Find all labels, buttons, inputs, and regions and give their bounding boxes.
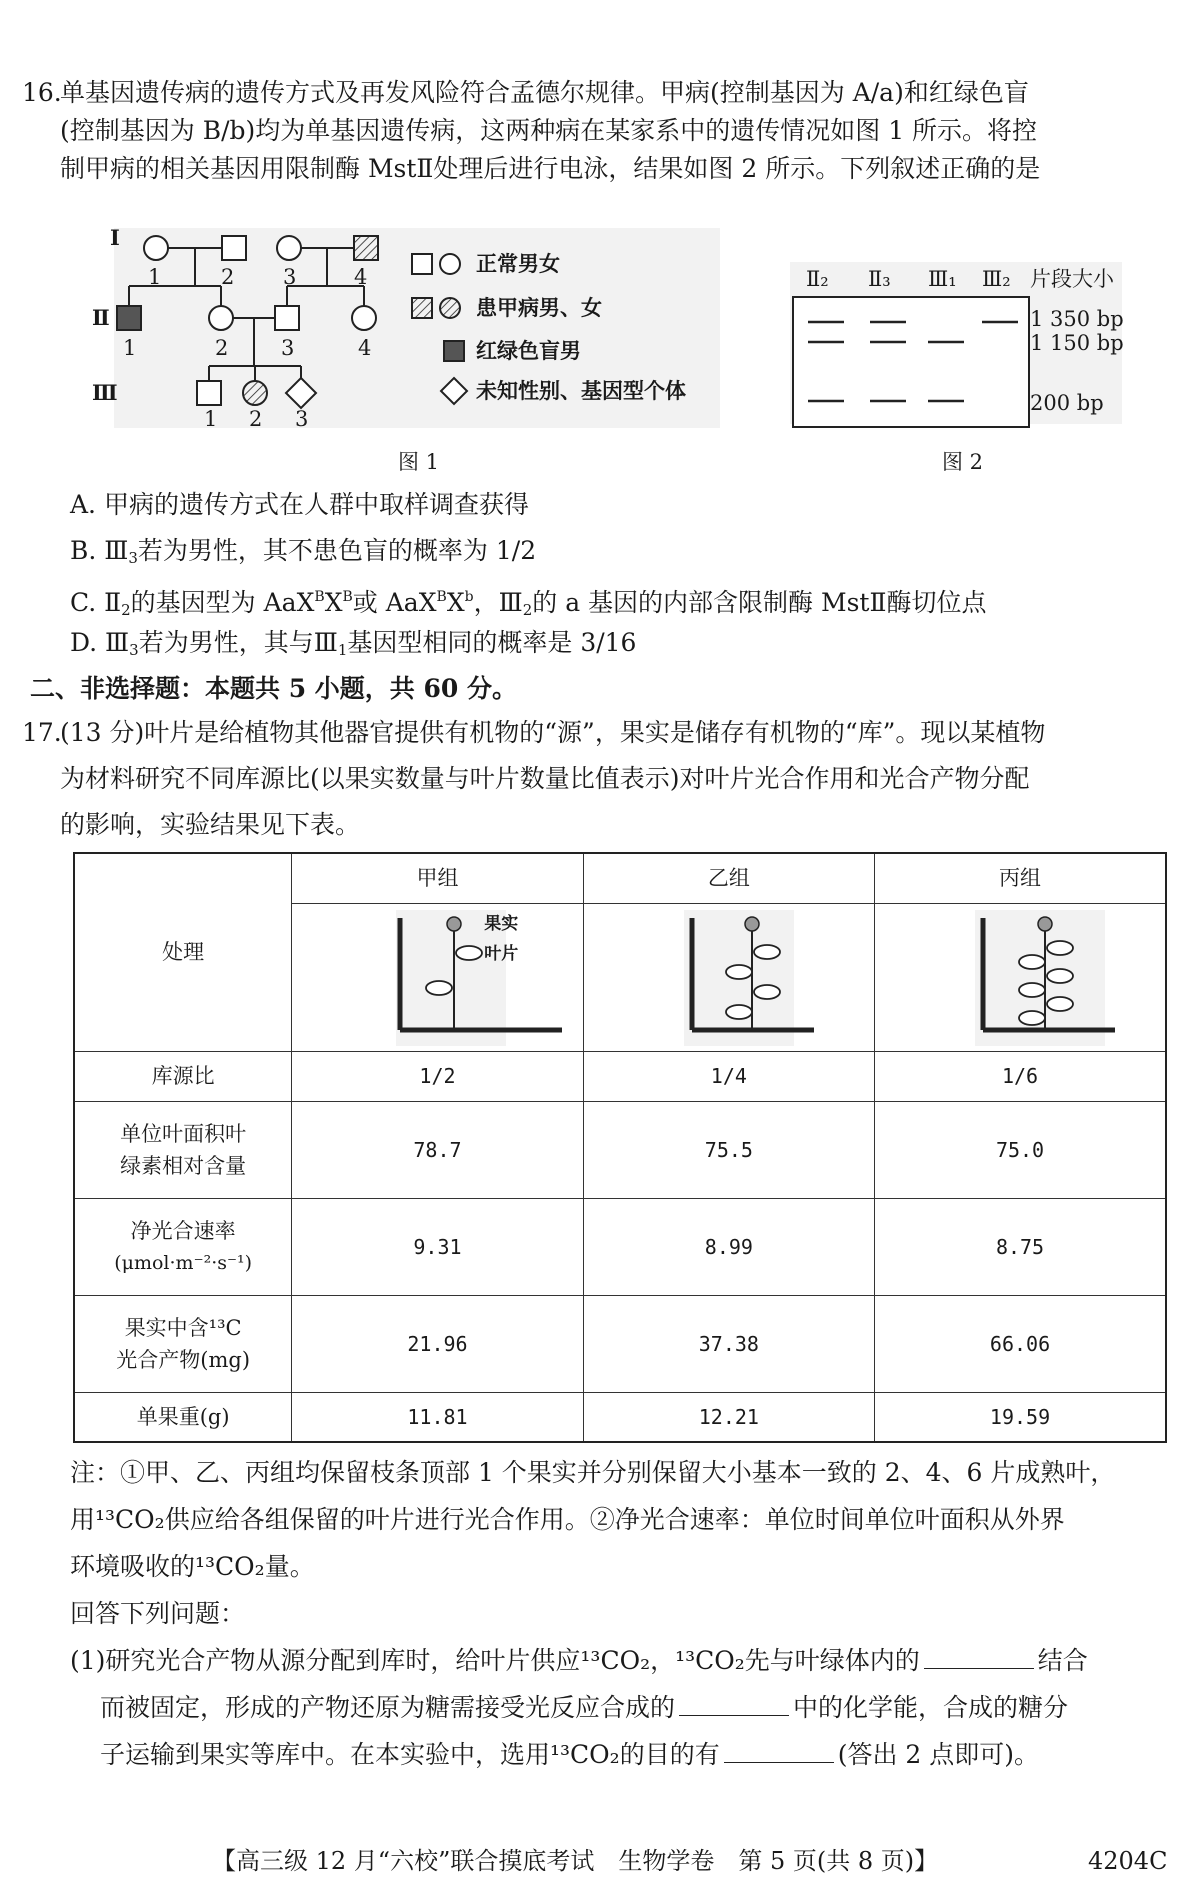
individual-II-2	[209, 306, 233, 330]
cell-value: 66.06	[875, 1295, 1166, 1392]
legend-colorblind-male-icon	[444, 341, 464, 361]
fruit-icon	[1038, 917, 1052, 931]
row-label: 单果重(g)	[74, 1392, 292, 1442]
individual-I-4	[354, 236, 378, 260]
cell-value: 37.38	[583, 1295, 874, 1392]
leaf-icon	[1047, 941, 1073, 955]
figure-2-caption: 图 2	[942, 450, 984, 474]
legend-affected-label: 患甲病男、女	[476, 295, 602, 320]
leaf-icon	[456, 946, 482, 960]
table-row	[74, 1101, 1166, 1198]
cell-value: 11.81	[292, 1392, 583, 1442]
table-row	[74, 1051, 1166, 1101]
plant-diagram-jia	[292, 903, 583, 1051]
ind-label-I-3: 3	[283, 265, 297, 289]
generation-label-I: Ⅰ	[110, 225, 120, 250]
option-a: A. 甲病的遗传方式在人群中取样调查获得	[70, 490, 529, 519]
ind-label-II-1: 1	[123, 336, 137, 360]
leaf-icon	[1047, 969, 1073, 983]
individual-I-2	[222, 236, 246, 260]
individual-III-3	[286, 378, 316, 408]
pedigree-figure: Ⅰ 1 2 3 4 Ⅱ 1 2 3 4 Ⅲ 1 2 3 正常男女 患甲病男、女 红绿色盲男 未知性别、基因型个体	[114, 228, 720, 428]
sub-question-1-line-2: 而被固定，形成的产物还原为糖需接受光反应合成的 中的化学能，合成的糖分	[100, 1693, 1069, 1722]
lane-label-III1: Ⅲ₁	[928, 267, 957, 291]
table-row	[74, 1392, 1166, 1442]
table-row	[74, 1198, 1166, 1295]
leaf-icon	[426, 981, 452, 995]
ind-label-III-1: 1	[204, 407, 218, 431]
ind-label-III-2: 2	[249, 407, 263, 431]
individual-II-1	[117, 306, 141, 330]
cell-value: 75.5	[583, 1101, 874, 1198]
leaf-icon	[754, 945, 780, 959]
ind-label-III-3: 3	[295, 407, 309, 431]
exam-code: 4204C	[1088, 1847, 1168, 1875]
fruit-icon	[447, 917, 461, 931]
sub-question-1-line-3: 子运输到果实等库中。在本实验中，选用¹³CO₂的目的有 (答出 2 点即可)。	[100, 1740, 1040, 1769]
plant-6-leaves-diagram	[975, 910, 1175, 1046]
results-table	[73, 852, 1167, 1443]
legend-affected-female-icon	[440, 298, 460, 318]
leaf-icon	[1019, 1011, 1045, 1025]
sub-question-1-line-1: (1)研究光合产物从源分配到库时，给叶片供应¹³CO₂，¹³CO₂先与叶绿体内的 结合	[70, 1646, 1088, 1675]
answer-blank-2[interactable]	[679, 1693, 789, 1716]
cell-value: 78.7	[292, 1101, 583, 1198]
option-b: B. $Ⅲ_3$若为男性，其不患色盲的概率为 1/2	[70, 536, 537, 567]
fragment-size-1150: 1 150 bp	[1030, 331, 1124, 355]
fragment-size-200: 200 bp	[1030, 391, 1104, 415]
row-label: 果实中含¹³C 光合产物(mg)	[74, 1295, 292, 1392]
leaf-icon	[1019, 955, 1045, 969]
question-17-line-3: 的影响，实验结果见下表。	[60, 810, 361, 839]
legend-unknown-label: 未知性别、基因型个体	[476, 378, 686, 403]
cell-value: 19.59	[875, 1392, 1166, 1442]
cell-value: 1/4	[583, 1051, 874, 1101]
group-header-jia: 甲组	[292, 853, 583, 903]
individual-III-2	[243, 381, 267, 405]
note-line-2: 用¹³CO₂供应给各组保留的叶片进行光合作用。②净光合速率：单位时间单位叶面积从外界	[70, 1505, 1065, 1534]
ind-label-I-2: 2	[221, 265, 235, 289]
fruit-icon	[745, 917, 759, 931]
cell-value: 1/2	[292, 1051, 583, 1101]
individual-III-1	[197, 381, 221, 405]
answer-blank-1[interactable]	[924, 1646, 1034, 1669]
question-17-number: 17.	[22, 718, 62, 747]
gel-bands	[794, 298, 1028, 426]
option-d: D. $Ⅲ_3$若为男性，其与$Ⅲ_1$基因型相同的概率是 3/16	[70, 628, 637, 659]
group-header-yi: 乙组	[583, 853, 874, 903]
legend-normal-label: 正常男女	[476, 251, 560, 276]
lane-label-II3: Ⅱ₃	[868, 267, 891, 291]
leaf-icon	[726, 965, 752, 979]
row-label: 库源比	[74, 1051, 292, 1101]
ind-label-II-4: 4	[358, 336, 372, 360]
fragment-size-header: 片段大小	[1030, 267, 1114, 291]
leaf-icon	[726, 1005, 752, 1019]
leaf-icon	[1019, 983, 1045, 997]
page-footer: 【高三级 12 月“六校”联合摸底考试 生物学卷 第 5 页(共 8 页)】	[212, 1847, 939, 1875]
group-header-bing: 丙组	[875, 853, 1166, 903]
legend-colorblind-label: 红绿色盲男	[476, 338, 581, 363]
cell-value: 8.75	[875, 1198, 1166, 1295]
answer-intro: 回答下列问题：	[70, 1599, 246, 1628]
plant-4-leaves-diagram	[684, 910, 884, 1046]
plant-diagram-bing	[875, 903, 1166, 1051]
treatment-label-cell: 处理	[74, 853, 292, 1051]
individual-II-4	[352, 306, 376, 330]
ind-label-II-2: 2	[215, 336, 229, 360]
lane-label-II2: Ⅱ₂	[806, 267, 829, 291]
question-16-line-3: 制甲病的相关基因用限制酶 MstⅡ处理后进行电泳，结果如图 2 所示。下列叙述正确的是	[60, 154, 1041, 183]
fruit-label: 果实	[484, 913, 519, 934]
option-c: C. $Ⅱ_2$的基因型为 $AaX^BX^B$或 $AaX^BX^b$，$Ⅲ_2$的 a 基因的内部含限制酶 MstⅡ酶切位点	[70, 588, 987, 619]
leaf-icon	[1047, 997, 1073, 1011]
plant-diagram-yi	[583, 903, 874, 1051]
legend-unknown-icon	[441, 378, 467, 404]
question-17-line-1: (13 分)叶片是给植物其他器官提供有机物的“源”，果实是储存有机物的“库”。现以某植物	[60, 718, 1046, 747]
note-line-3: 环境吸收的¹³CO₂量。	[70, 1552, 315, 1581]
figure-1-caption: 图 1	[398, 450, 440, 474]
cell-value: 8.99	[583, 1198, 874, 1295]
individual-I-1	[144, 236, 168, 260]
generation-label-III: Ⅲ	[92, 380, 118, 405]
ind-label-I-4: 4	[354, 265, 368, 289]
table-row	[74, 1295, 1166, 1392]
individual-I-3	[277, 236, 301, 260]
row-label: 单位叶面积叶 绿素相对含量	[74, 1101, 292, 1198]
cell-value: 21.96	[292, 1295, 583, 1392]
ind-label-II-3: 3	[281, 336, 295, 360]
question-16-line-2: (控制基因为 B/b)均为单基因遗传病，这两种病在某家系中的遗传情况如图 1 所示。将控	[60, 116, 1038, 145]
gel-box	[792, 296, 1030, 428]
generation-label-II: Ⅱ	[92, 305, 110, 330]
legend-affected-male-icon	[412, 298, 432, 318]
lane-label-III2: Ⅲ₂	[982, 267, 1011, 291]
legend-normal-female-icon	[440, 254, 460, 274]
question-17-line-2: 为材料研究不同库源比(以果实数量与叶片数量比值表示)对叶片光合作用和光合产物分配	[60, 764, 1030, 793]
section-2-heading: 二、非选择题：本题共 5 小题，共 60 分。	[30, 674, 518, 703]
question-16-line-1: 单基因遗传病的遗传方式及再发风险符合孟德尔规律。甲病(控制基因为 A/a)和红绿色盲	[60, 78, 1029, 107]
question-16-number: 16.	[22, 78, 62, 107]
row-label: 净光合速率 (μmol·m⁻²·s⁻¹)	[74, 1198, 292, 1295]
individual-II-3	[275, 306, 299, 330]
leaf-icon	[754, 985, 780, 999]
legend-normal-male-icon	[412, 254, 432, 274]
cell-value: 1/6	[875, 1051, 1166, 1101]
cell-value: 75.0	[875, 1101, 1166, 1198]
note-line-1: 注：①甲、乙、丙组均保留枝条顶部 1 个果实并分别保留大小基本一致的 2、4、6 片成熟叶，	[70, 1458, 1116, 1487]
cell-value: 12.21	[583, 1392, 874, 1442]
answer-blank-3[interactable]	[724, 1740, 834, 1763]
fragment-size-1350: 1 350 bp	[1030, 307, 1124, 331]
leaf-label: 叶片	[484, 943, 519, 964]
cell-value: 9.31	[292, 1198, 583, 1295]
